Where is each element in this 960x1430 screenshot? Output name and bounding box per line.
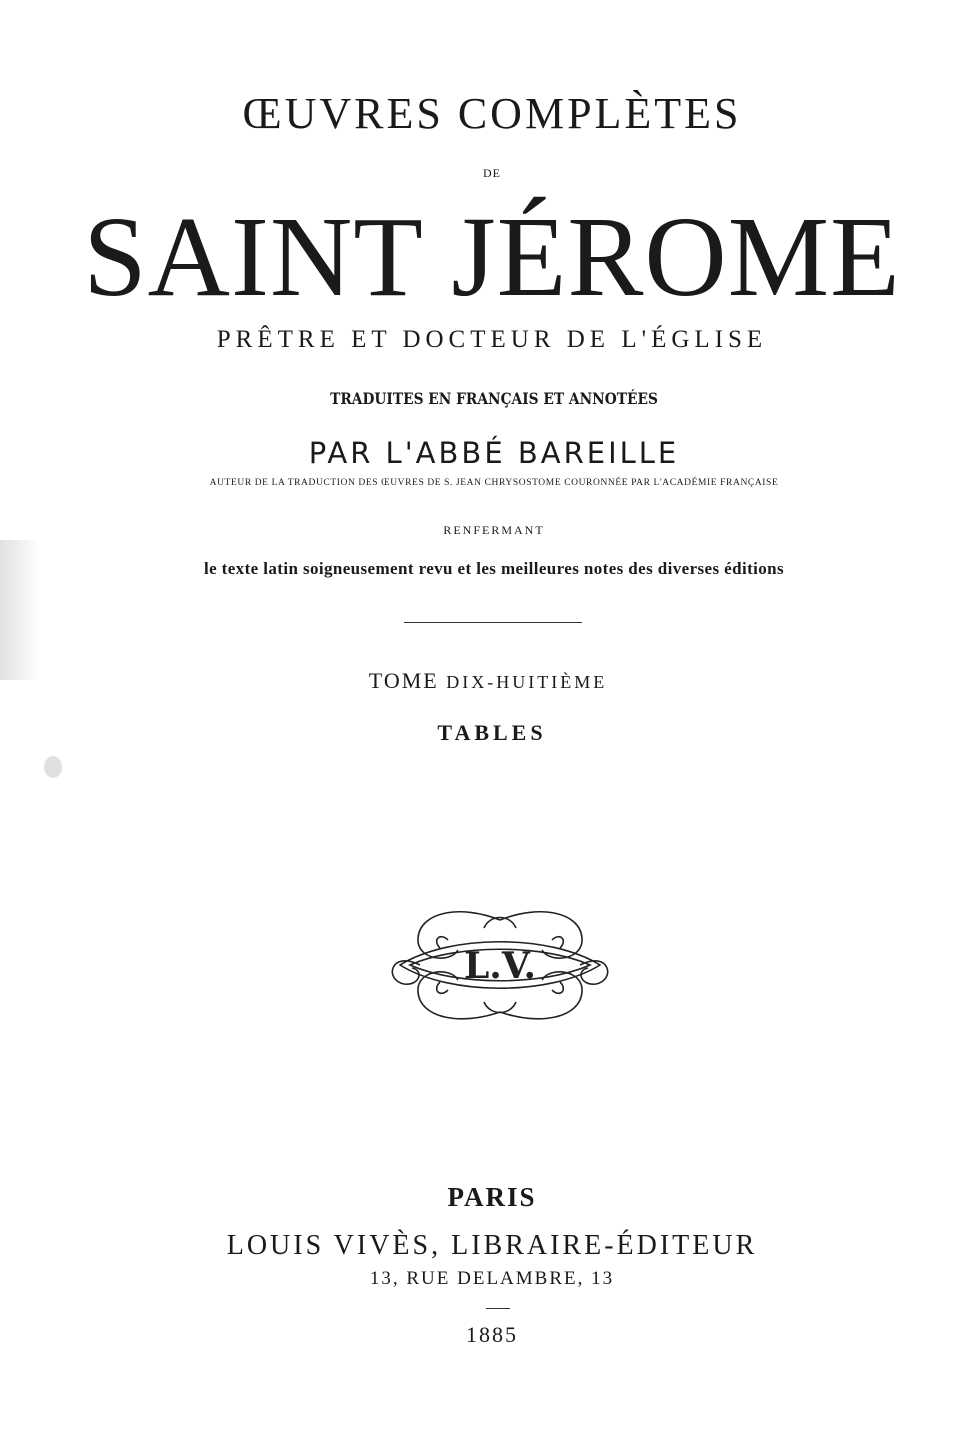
subtitle-author-role: PRÊTRE ET DOCTEUR DE L'ÉGLISE [216,326,768,353]
publisher-monogram-ornament [380,900,620,1030]
volume-line [8,668,960,694]
title-oeuvres-completes: ŒUVRES COMPLÈTES [242,89,742,138]
short-rule [486,1308,510,1309]
monogram-text: L.V. [463,945,537,987]
subtitle-translation-note: TRADUITES EN FRANÇAIS ET ANNOTÉES [330,389,658,408]
title-author-name: SAINT JÉROME [83,193,901,320]
imprint-year: 1885 [466,1322,518,1347]
volume-tome-word: TOME [368,668,439,693]
horizontal-rule [404,622,582,623]
imprint-address: 13, RUE DELAMBRE, 13 [369,1268,615,1289]
paper-stain [44,756,62,778]
volume-number: DIX-HUITIÈME [446,672,608,692]
subtitle-renfermant: RENFERMANT [443,523,545,537]
imprint-publisher: LOUIS VIVÈS, LIBRAIRE-ÉDITEUR [226,1230,758,1261]
subtitle-contents-description: le texte latin soigneusement revu et les meilleures notes des diverses éditions [203,559,785,578]
title-de: DE [483,166,501,180]
subtitle-translator-credentials: AUTEUR DE LA TRADUCTION DES ŒUVRES DE S. JEAN CHRYSOSTOME COURONNÉE PAR L'ACADÉMIE FRANÇAISE [209,478,779,488]
volume-subject: TABLES [437,720,547,745]
subtitle-translator: PAR L'ABBÉ BAREILLE [308,436,680,470]
imprint-city: PARIS [447,1182,537,1212]
